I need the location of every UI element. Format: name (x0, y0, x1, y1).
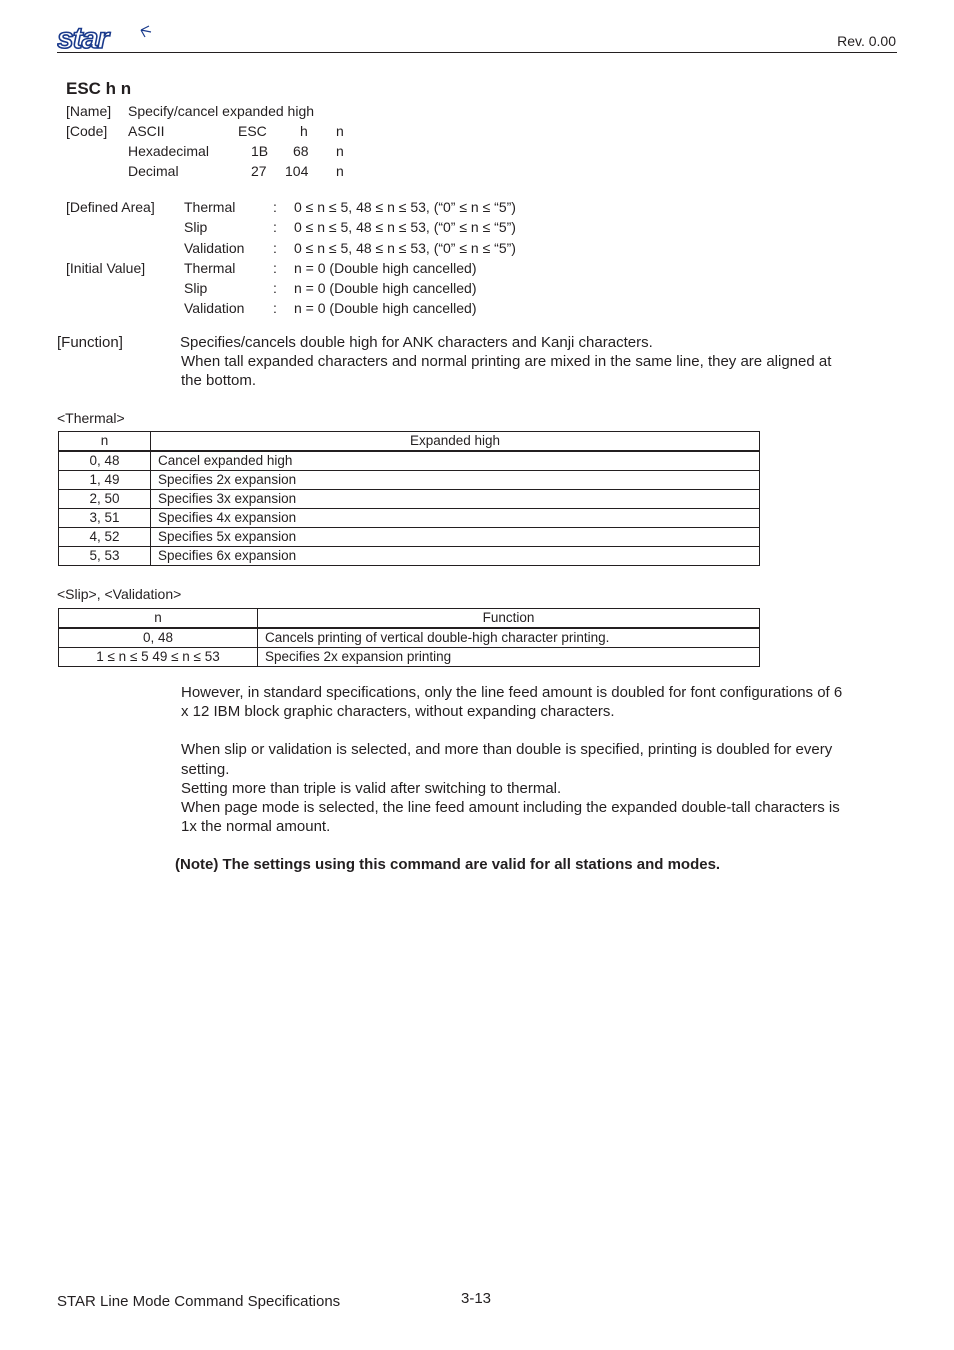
name-value: Specify/cancel expanded high (128, 103, 315, 119)
page-number: 3-13 (461, 1290, 492, 1307)
code-byte: ESC (238, 123, 267, 139)
note-text: When page mode is selected, the line feed amount including the expanded double-tall characters is (181, 799, 840, 816)
table-cell: Cancels printing of vertical double-high character printing. (258, 628, 760, 648)
function-text: When tall expanded characters and normal printing are mixed in the same line, they are aligned at (181, 353, 832, 370)
code-byte: h (300, 123, 308, 139)
colon: : (273, 260, 277, 276)
footer-doc-title: STAR Line Mode Command Specifications (57, 1293, 341, 1310)
table-row (59, 628, 760, 648)
initial-value: n = 0 (Double high cancelled) (294, 280, 477, 296)
table-cell: 0, 48 (59, 628, 258, 648)
initial-value-label: [Initial Value] (66, 260, 146, 276)
note-text: setting. (181, 761, 230, 778)
table-header-row (59, 432, 760, 452)
command-title: ESC h n (66, 79, 132, 98)
initial-value: n = 0 (Double high cancelled) (294, 260, 477, 276)
thermal-table-caption: <Thermal> (57, 410, 125, 426)
colon: : (273, 199, 277, 215)
table-cell: 1, 49 (59, 471, 151, 490)
table-cell: 1 ≤ n ≤ 5 49 ≤ n ≤ 53 (59, 648, 258, 667)
code-byte: 68 (293, 143, 309, 159)
note-text: When slip or validation is selected, and more than double is specified, printing is doubled for every (181, 741, 833, 758)
note-text: Setting more than triple is valid after switching to thermal. (181, 780, 562, 797)
table-cell: Specifies 3x expansion (151, 490, 760, 509)
table-cell: 3, 51 (59, 509, 151, 528)
code-byte: 27 (251, 163, 267, 179)
function-text: the bottom. (181, 372, 257, 389)
logo-wordmark: star (57, 24, 109, 52)
table-row (59, 451, 760, 471)
code-format: Hexadecimal (128, 143, 209, 159)
table-cell: Specifies 6x expansion (151, 547, 760, 566)
note-text: 1x the normal amount. (181, 818, 331, 835)
table-row (59, 471, 760, 490)
table-cell: Specifies 2x expansion (151, 471, 760, 490)
code-byte: n (336, 163, 344, 179)
code-byte: n (336, 143, 344, 159)
slip-validation-table (58, 608, 760, 667)
defined-area-label: [Defined Area] (66, 199, 155, 215)
code-label: [Code] (66, 123, 108, 139)
slip-table-caption: <Slip>, <Validation> (57, 586, 182, 602)
table-cell: Specifies 2x expansion printing (258, 648, 760, 667)
code-format: ASCII (128, 123, 165, 139)
initial-value: n = 0 (Double high cancelled) (294, 300, 477, 316)
range-value: 0 ≤ n ≤ 5, 48 ≤ n ≤ 53, (“0” ≤ n ≤ “5”) (294, 240, 516, 256)
station-name: Thermal (184, 199, 236, 215)
thermal-table (58, 431, 760, 566)
colon: : (273, 300, 277, 316)
table-row (59, 528, 760, 547)
table-row (59, 490, 760, 509)
colon: : (273, 240, 277, 256)
table-row (59, 648, 760, 667)
station-name: Thermal (184, 260, 236, 276)
table-row (59, 547, 760, 566)
station-name: Slip (184, 280, 208, 296)
table-cell: 5, 53 (59, 547, 151, 566)
logo-star-icon (141, 26, 151, 37)
code-byte: 104 (285, 163, 309, 179)
name-label: [Name] (66, 103, 112, 119)
colon: : (273, 219, 277, 235)
range-value: 0 ≤ n ≤ 5, 48 ≤ n ≤ 53, (“0” ≤ n ≤ “5”) (294, 219, 516, 235)
column-header: Expanded high (151, 432, 760, 452)
note-text: However, in standard specifications, only the line feed amount is doubled for font configurations of 6 (181, 684, 843, 701)
note-text: x 12 IBM block graphic characters, without expanding characters. (181, 703, 615, 720)
table-cell: 4, 52 (59, 528, 151, 547)
column-header: Function (258, 609, 760, 629)
colon: : (273, 280, 277, 296)
table-header-row (59, 609, 760, 629)
bold-note: (Note) The settings using this command are valid for all stations and modes. (175, 856, 721, 873)
star-logo (57, 24, 153, 52)
code-format: Decimal (128, 163, 179, 179)
range-value: 0 ≤ n ≤ 5, 48 ≤ n ≤ 53, (“0” ≤ n ≤ “5”) (294, 199, 516, 215)
code-byte: n (336, 123, 344, 139)
column-header: n (59, 432, 151, 452)
table-row (59, 509, 760, 528)
station-name: Slip (184, 219, 208, 235)
table-cell: 0, 48 (59, 451, 151, 471)
table-cell: Cancel expanded high (151, 451, 760, 471)
revision-label: Rev. 0.00 (837, 33, 896, 49)
table-cell: Specifies 4x expansion (151, 509, 760, 528)
column-header: n (59, 609, 258, 629)
code-byte: 1B (251, 143, 269, 159)
table-cell: Specifies 5x expansion (151, 528, 760, 547)
header-divider (57, 52, 897, 53)
station-name: Validation (184, 300, 245, 316)
function-text: Specifies/cancels double high for ANK characters and Kanji characters. (180, 334, 653, 351)
station-name: Validation (184, 240, 245, 256)
table-cell: 2, 50 (59, 490, 151, 509)
function-label: [Function] (57, 334, 123, 351)
